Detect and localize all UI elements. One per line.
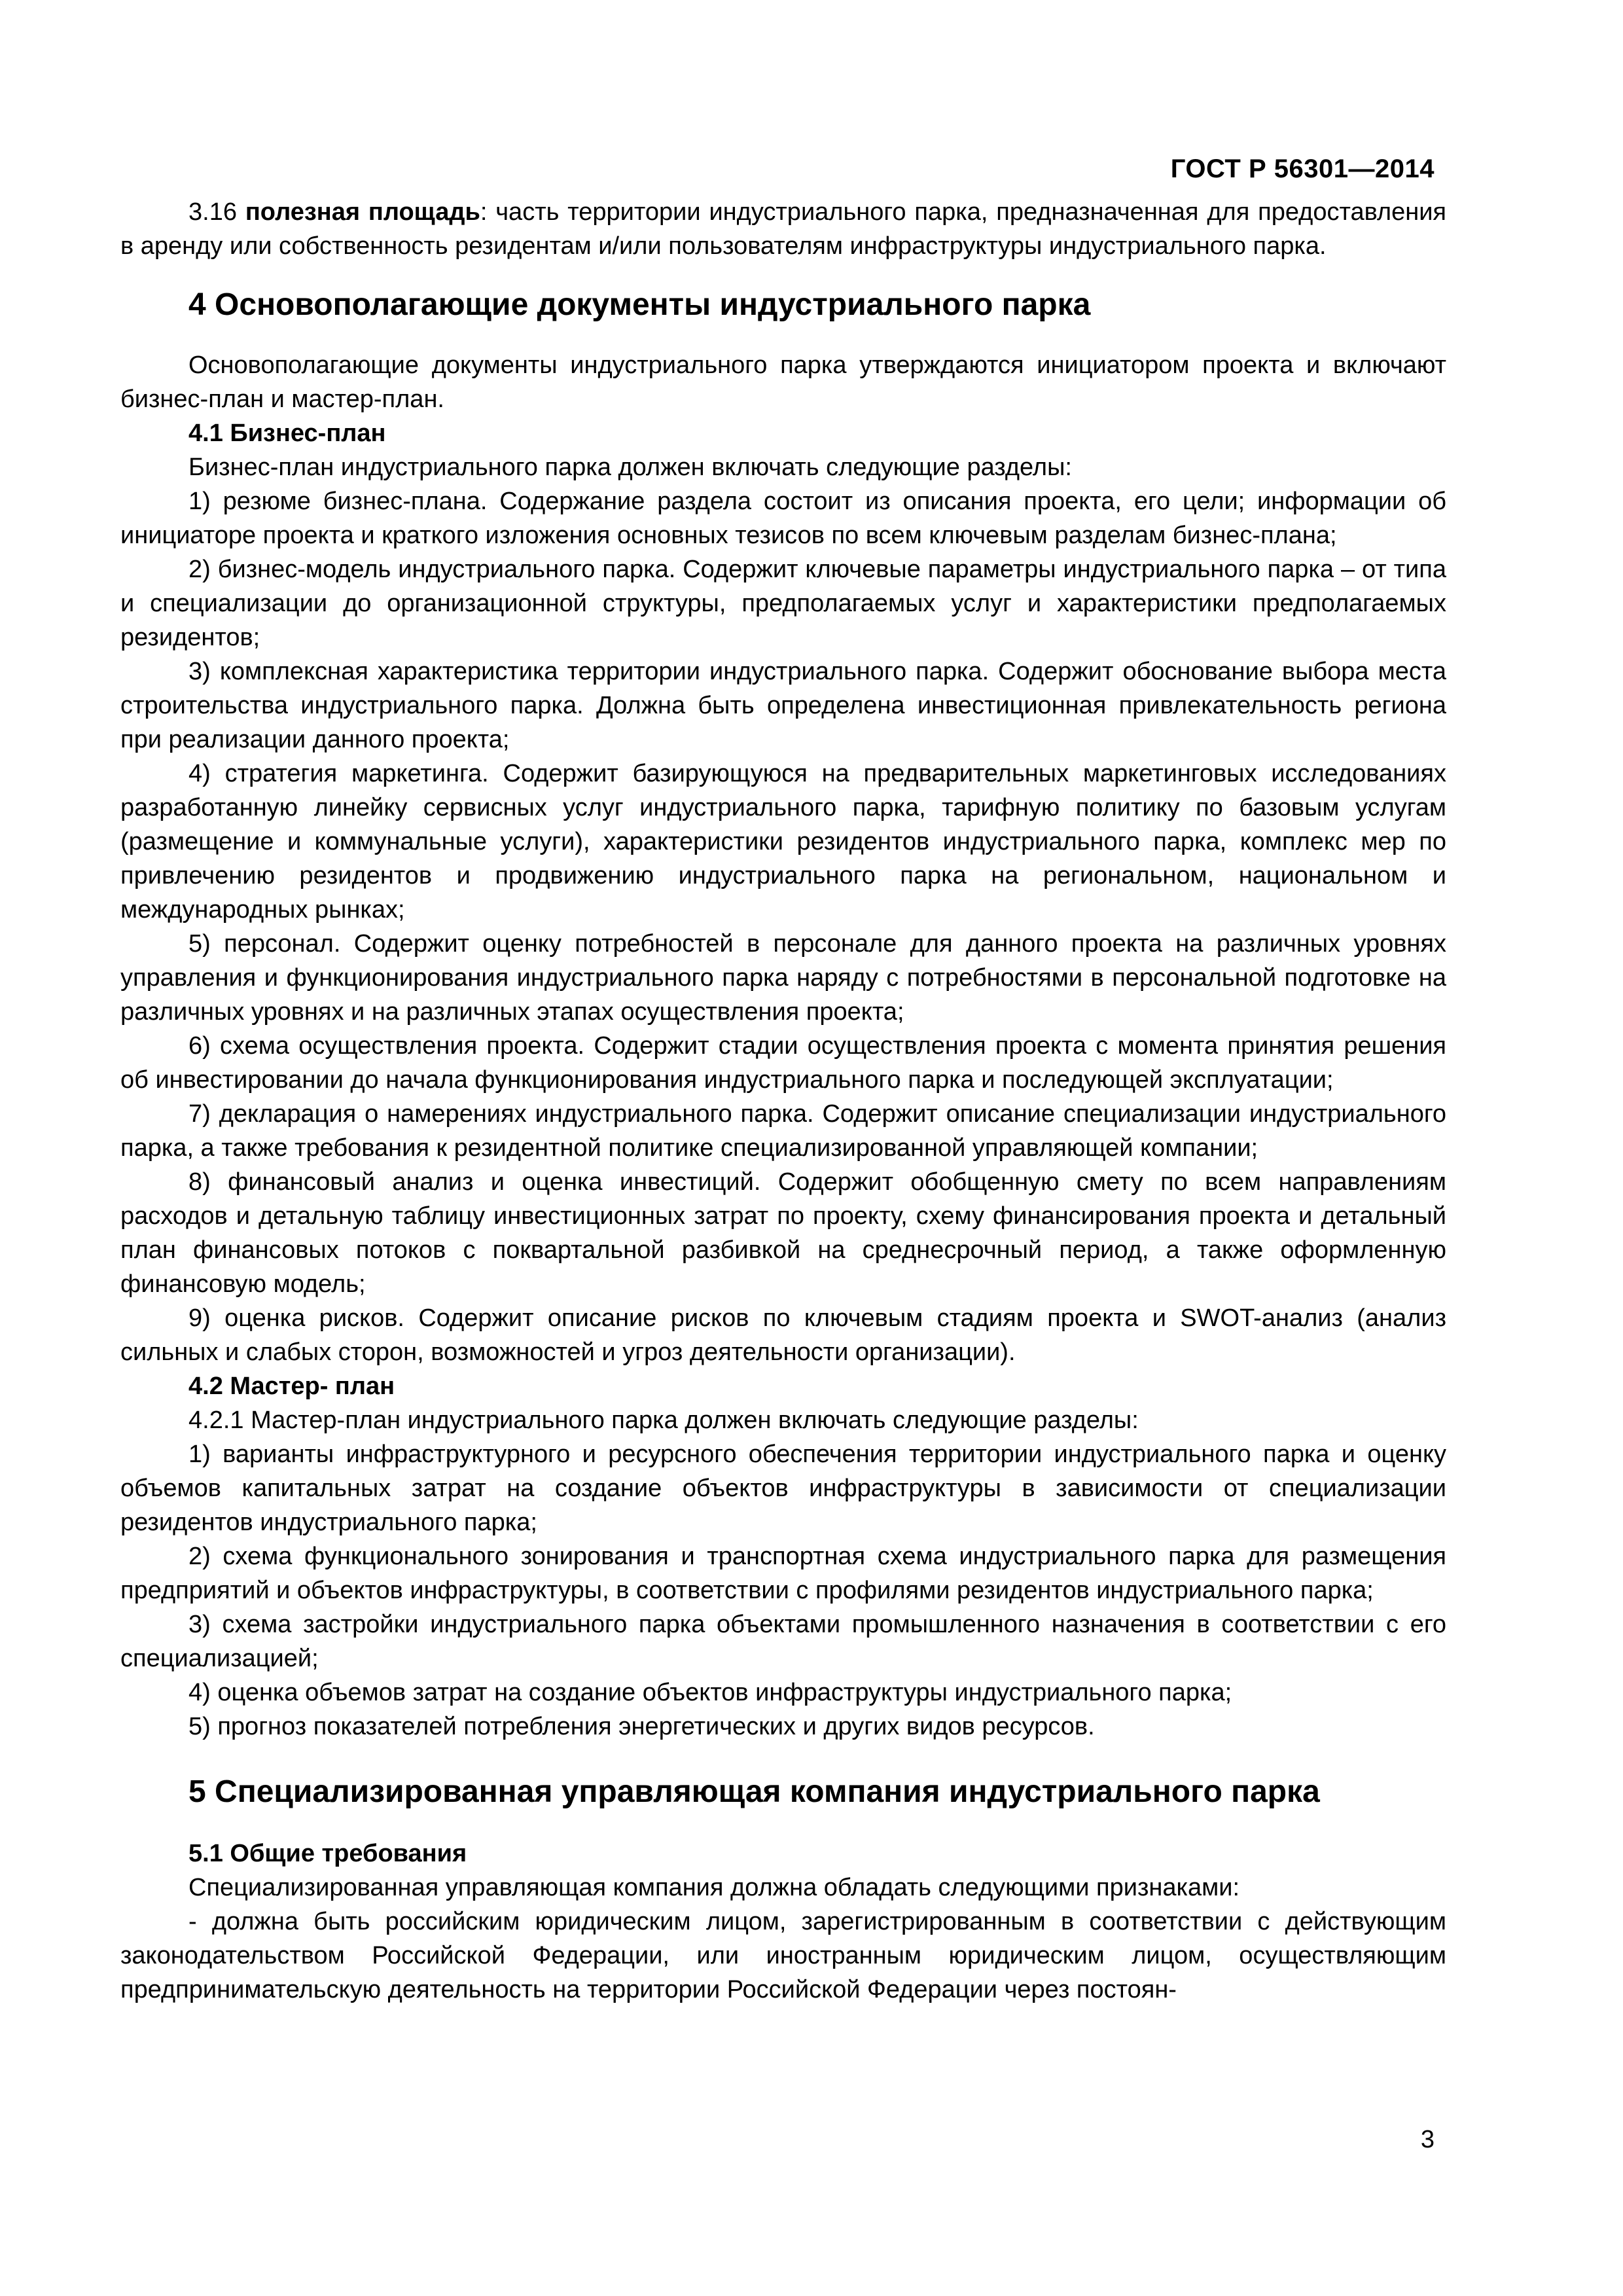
list-item: 4) оценка объемов затрат на создание объектов инфраструктуры индустриального парка; <box>188 1679 1232 1706</box>
definition-text: : часть территории индустриального парка, предназначенная для предоставления в аренду или собственность резидентам и/или пользователям инфраструктуры индустриального парка. <box>120 198 1447 260</box>
subsection-4-1-title: 4.1 Бизнес-план <box>188 420 386 447</box>
subsection-4-2-title: 4.2 Мастер- план <box>188 1372 395 1400</box>
list-item: 8) финансовый анализ и оценка инвестиций. Содержит обобщенную смету по всем направлениям расходов и детальную таблицу инвестиционных затрат по проекту, схему финансирования проекта и детальный план финансовых потоков с поквартальной разбивкой на среднесрочный период, а также оформленную финансовую модель; <box>120 1168 1446 1298</box>
list-item: 3) схема застройки индустриального парка объектами промышленного назначения в соответствии с его специализацией; <box>120 1611 1446 1672</box>
list-item: 5) прогноз показателей потребления энергетических и других видов ресурсов. <box>188 1713 1095 1740</box>
subsection-4-2-lead: 4.2.1 Мастер-план индустриального парка должен включать следующие разделы: <box>188 1407 1139 1434</box>
list-item: 3) комплексная характеристика территории индустриального парка. Содержит обоснование выбора места строительства индустриального парка. Должна быть определена инвестиционная привлекательность региона при реализации данного проекта; <box>120 658 1446 753</box>
section-4-title: 4 Основополагающие документы индустриального парка <box>188 287 1091 322</box>
list-item: 1) резюме бизнес-плана. Содержание раздела состоит из описания проекта, его цели; информации об инициаторе проекта и краткого изложения основных тезисов по всем ключевым разделам бизнес-плана; <box>120 488 1446 549</box>
list-item: 4) стратегия маркетинга. Содержит базирующуюся на предварительных маркетинговых исследованиях разработанную линейку сервисных услуг индустриального парка, тарифную политику по базовым услугам (размещение и коммунальные услуги), характеристики резидентов индустриального парка, комплекс мер по привлечению резидентов и продвижению индустриального парка на региональном, национальном и международных рынках; <box>120 760 1446 924</box>
list-item: 7) декларация о намерениях индустриального парка. Содержит описание специализации индустриального парка, а также требования к резидентной политике специализированной управляющей компании; <box>120 1100 1446 1162</box>
list-item: 9) оценка рисков. Содержит описание рисков по ключевым стадиям проекта и SWOT-анализ (анализ сильных и слабых сторон, возможностей и угроз деятельности организации). <box>120 1304 1446 1366</box>
definition-3-16 <box>120 195 1446 263</box>
definition-number: 3.16 <box>188 198 237 226</box>
subsection-4-1-lead: Бизнес-план индустриального парка должен включать следующие разделы: <box>188 454 1072 481</box>
list-item: 2) бизнес-модель индустриального парка. Содержит ключевые параметры индустриального парка – от типа и специализации до организационной структуры, предполагаемых услуг и характеристики предполагаемых резидентов; <box>120 556 1446 651</box>
subsection-5-1-title: 5.1 Общие требования <box>188 1840 467 1867</box>
list-item: 5) персонал. Содержит оценку потребностей в персонале для данного проекта на различных уровнях управления и функционирования индустриального парка наряду с потребностями в персональной подготовке на различных уровнях и на различных этапах осуществления проекта; <box>120 930 1446 1026</box>
list-item: 2) схема функционального зонирования и транспортная схема индустриального парка для размещения предприятий и объектов инфраструктуры, в соответствии с профилями резидентов индустриального парка; <box>120 1543 1446 1604</box>
document-header: ГОСТ Р 56301—2014 <box>1170 154 1435 183</box>
definition-term: полезная площадь <box>245 198 480 226</box>
section-5-title: 5 Специализированная управляющая компания индустриального парка <box>188 1774 1320 1809</box>
document-content <box>120 195 1446 2007</box>
list-item: 6) схема осуществления проекта. Содержит стадии осуществления проекта с момента принятия решения об инвестировании до начала функционирования индустриального парка и последующей эксплуатации; <box>120 1032 1446 1094</box>
list-item: - должна быть российским юридическим лицом, зарегистрированным в соответствии с действующим законодательством Российской Федерации, или иностранным юридическим лицом, осуществляющим предпринимательскую деятельность на территории Российской Федерации через постоян- <box>120 1908 1446 2003</box>
page-number: 3 <box>1420 2126 1435 2153</box>
subsection-5-1-lead: Специализированная управляющая компания должна обладать следующими признаками: <box>188 1874 1240 1901</box>
list-item: 1) варианты инфраструктурного и ресурсного обеспечения территории индустриального парка и оценку объемов капитальных затрат на создание объектов инфраструктуры в зависимости от специализации резидентов индустриального парка; <box>120 1441 1446 1536</box>
section-4-intro: Основополагающие документы индустриального парка утверждаются инициатором проекта и включают бизнес-план и мастер-план. <box>120 351 1446 413</box>
